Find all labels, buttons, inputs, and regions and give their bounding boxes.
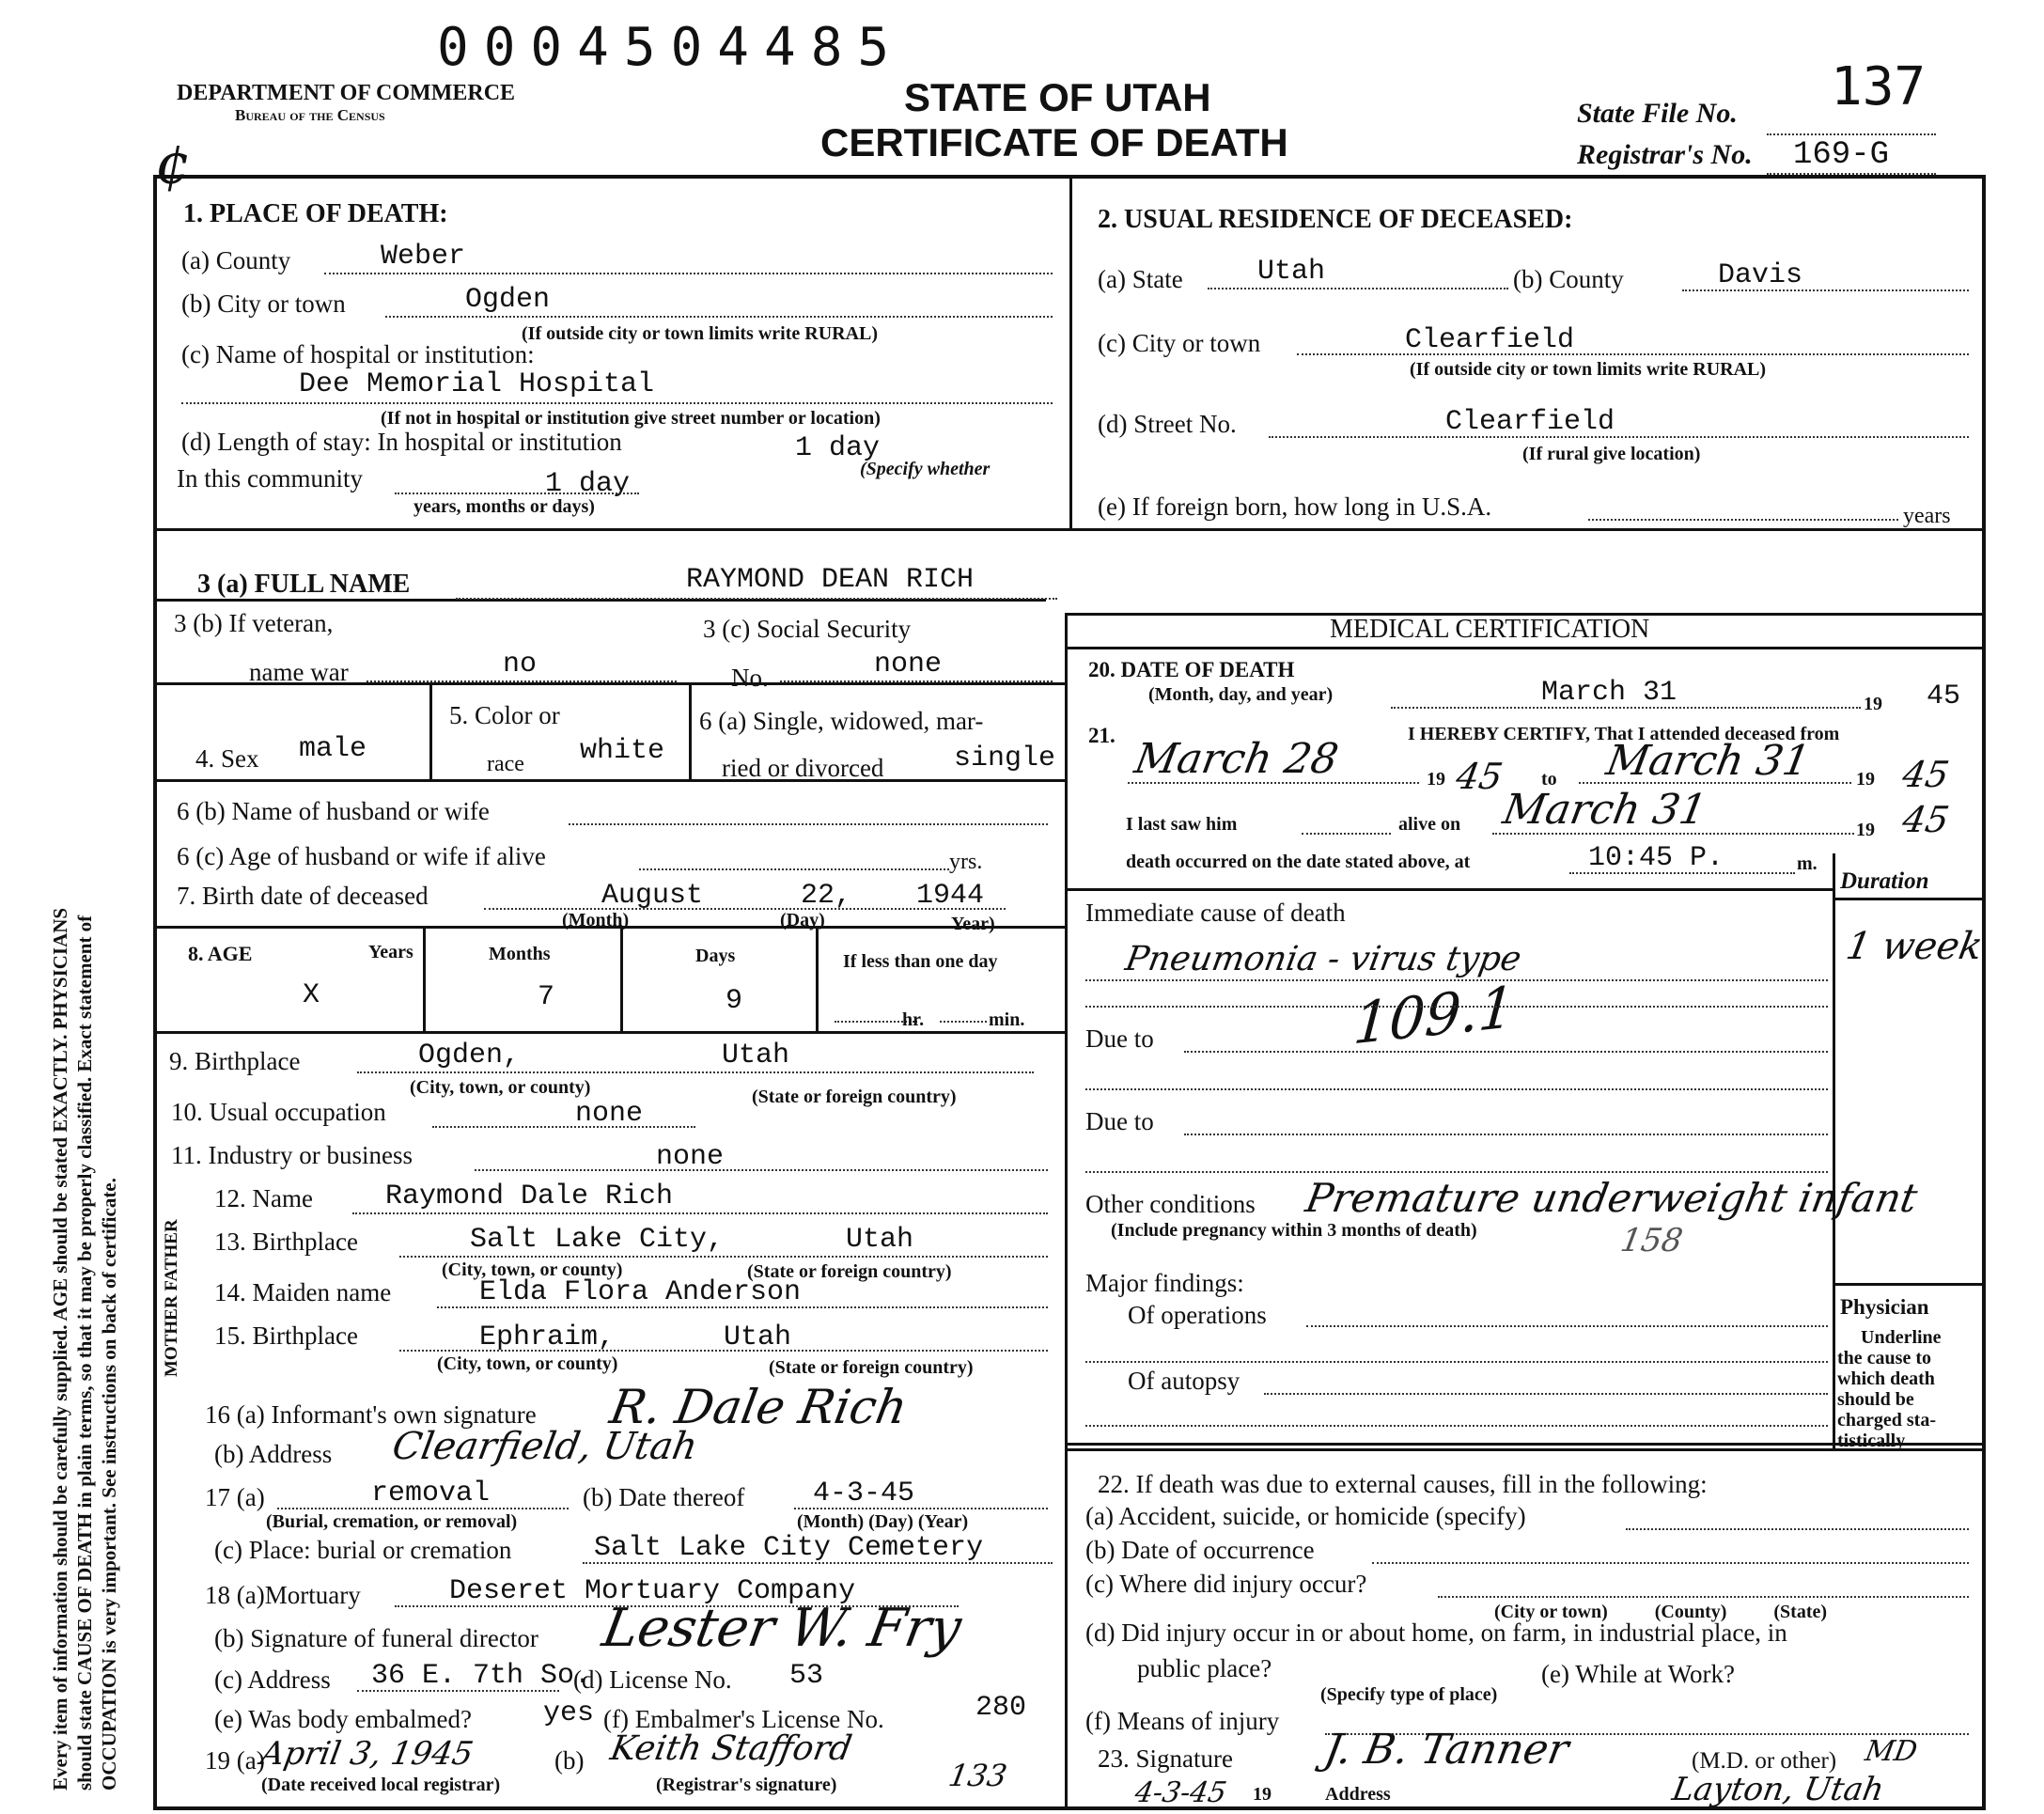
director-label: (b) Signature of funeral director bbox=[214, 1624, 538, 1652]
physician-title: Physician bbox=[1840, 1295, 1929, 1319]
death-date: March 31 bbox=[1541, 677, 1677, 709]
city-note: (If outside city or town limits write RURAL) bbox=[522, 323, 879, 344]
due-to-2: Due to bbox=[1085, 1107, 1154, 1135]
informant-signature: R. Dale Rich bbox=[605, 1380, 912, 1434]
signature-date: 4-3-45 bbox=[1131, 1776, 1229, 1809]
other-conditions: Premature underweight infant bbox=[1302, 1175, 1921, 1221]
race-label: race bbox=[487, 752, 524, 776]
margin-mark: ¢ bbox=[155, 132, 192, 197]
death-century: 19 bbox=[1864, 694, 1882, 714]
birth-day: 22, bbox=[801, 880, 852, 912]
physician-note-1: Underline bbox=[1861, 1327, 1942, 1348]
registrar-hint: (Registrar's signature) bbox=[656, 1775, 837, 1795]
cause-code: 109.1 bbox=[1350, 974, 1517, 1058]
community-value: 1 day bbox=[545, 468, 631, 500]
to-label: to bbox=[1541, 769, 1557, 790]
veteran-label: 3 (b) If veteran, bbox=[174, 609, 334, 637]
duration-label: Duration bbox=[1840, 868, 1929, 894]
date-thereof: 4-3-45 bbox=[813, 1478, 915, 1509]
due-to-1: Due to bbox=[1085, 1024, 1154, 1053]
mother-city-hint: (City, town, or county) bbox=[437, 1353, 618, 1374]
age-years-label: Years bbox=[368, 942, 413, 962]
death-city: Ogden bbox=[465, 284, 551, 316]
father-name: Raymond Dale Rich bbox=[385, 1181, 674, 1212]
place-label: (c) Place: burial or cremation bbox=[214, 1536, 512, 1564]
res-city: Clearfield bbox=[1405, 324, 1575, 356]
father-birthplace-label: 13. Birthplace bbox=[214, 1228, 358, 1256]
state-file-label: State File No. bbox=[1577, 98, 1738, 129]
other-code: 158 bbox=[1617, 1222, 1686, 1259]
stay-value: 1 day bbox=[795, 432, 881, 464]
min-label: min. bbox=[989, 1009, 1025, 1030]
spouse-age-label: 6 (c) Age of husband or wife if alive bbox=[177, 842, 546, 870]
birth-date-label: 7. Birth date of deceased bbox=[177, 882, 429, 910]
marital-label-1: 6 (a) Single, widowed, mar- bbox=[699, 707, 984, 735]
registrar-signature: Keith Stafford bbox=[607, 1729, 855, 1768]
ss-no-label: No. bbox=[731, 664, 769, 692]
other-label: Other conditions bbox=[1085, 1190, 1256, 1218]
external-c: (c) Where did injury occur? bbox=[1085, 1570, 1367, 1598]
external-a: (a) Accident, suicide, or homicide (specify) bbox=[1085, 1502, 1526, 1530]
attended-from: March 28 bbox=[1131, 735, 1342, 783]
age-label: 8. AGE bbox=[188, 942, 253, 965]
emb-license-value: 280 bbox=[975, 1692, 1027, 1724]
alive-label: alive on bbox=[1398, 814, 1461, 835]
physician-signature: J. B. Tanner bbox=[1320, 1726, 1572, 1774]
full-name-label: 3 (a) FULL NAME bbox=[197, 570, 411, 599]
mother-name-label: 14. Maiden name bbox=[214, 1278, 392, 1306]
marital-value: single bbox=[954, 743, 1056, 774]
occupation-label: 10. Usual occupation bbox=[171, 1098, 386, 1126]
burial-label: 17 (a) bbox=[205, 1483, 265, 1511]
embalmed-value: yes bbox=[543, 1697, 595, 1729]
signature-address: Layton, Utah bbox=[1669, 1771, 1887, 1808]
immediate-cause: Pneumonia - virus type bbox=[1122, 940, 1524, 978]
marital-label-2: ried or divorced bbox=[722, 754, 884, 782]
war-label: name war bbox=[249, 658, 349, 686]
director-signature: Lester W. Fry bbox=[598, 1598, 966, 1659]
state-file-value: 137 bbox=[1831, 56, 1927, 117]
place-value: Salt Lake City Cemetery bbox=[594, 1532, 984, 1564]
date-thereof-label: (b) Date thereof bbox=[583, 1483, 745, 1511]
mother-birth-state: Utah bbox=[724, 1321, 792, 1353]
external-d-hint: (Specify type of place) bbox=[1320, 1684, 1498, 1705]
major-findings-label: Major findings: bbox=[1085, 1269, 1244, 1297]
ss-label: 3 (c) Social Security bbox=[703, 615, 912, 643]
external-b: (b) Date of occurrence bbox=[1085, 1536, 1315, 1564]
external-e: (e) While at Work? bbox=[1541, 1660, 1735, 1688]
community-label: In this community bbox=[177, 464, 363, 493]
received-label: 19 (a) bbox=[205, 1746, 265, 1775]
external-d2: public place? bbox=[1137, 1654, 1272, 1682]
certify-number: 21. bbox=[1088, 724, 1116, 747]
physician-note-4: should be bbox=[1837, 1389, 1914, 1410]
last-century: 19 bbox=[1856, 820, 1875, 840]
color-label: 5. Color or bbox=[449, 701, 560, 729]
signature-address-label: Address bbox=[1325, 1784, 1391, 1805]
attended-to: March 31 bbox=[1602, 737, 1814, 785]
race-value: white bbox=[580, 735, 665, 767]
external-d1: (d) Did injury occur in or about home, on farm, in industrial place, in bbox=[1085, 1619, 1787, 1647]
age-days-label: Days bbox=[695, 946, 736, 966]
death-county: Weber bbox=[381, 241, 466, 273]
birth-year: 1944 bbox=[916, 880, 985, 912]
spouse-label: 6 (b) Name of husband or wife bbox=[177, 797, 490, 825]
community-note: years, months or days) bbox=[413, 496, 595, 517]
embalmed-label: (e) Was body embalmed? bbox=[214, 1705, 472, 1733]
father-birth-city: Salt Lake City, bbox=[470, 1224, 725, 1256]
age-days: 9 bbox=[726, 985, 743, 1017]
age-years: X bbox=[303, 979, 320, 1011]
informant-address-label: (b) Address bbox=[214, 1440, 333, 1468]
duration-value: 1 week bbox=[1842, 925, 1987, 968]
title-certificate: CERTIFICATE OF DEATH bbox=[820, 120, 1288, 164]
death-year: 45 bbox=[1927, 680, 1961, 712]
res-state: Utah bbox=[1257, 256, 1326, 288]
residence-heading: 2. USUAL RESIDENCE OF DECEASED: bbox=[1098, 205, 1573, 234]
birth-state: Utah bbox=[722, 1040, 790, 1071]
birthplace-label: 9. Birthplace bbox=[169, 1047, 301, 1075]
md-label: (M.D. or other) bbox=[1692, 1748, 1837, 1774]
external-c-hint: (City or town) (County) (State) bbox=[1494, 1602, 1828, 1622]
street-label: (d) Street No. bbox=[1098, 410, 1237, 438]
registrar-mark: 133 bbox=[945, 1758, 1010, 1793]
informant-address: Clearfield, Utah bbox=[388, 1425, 701, 1468]
mother-state-hint: (State or foreign country) bbox=[769, 1357, 974, 1378]
mother-name: Elda Flora Anderson bbox=[479, 1276, 802, 1308]
registrar-label: Registrar's No. bbox=[1577, 139, 1753, 170]
last-saw-label: I last saw him bbox=[1126, 814, 1238, 835]
father-city-hint: (City, town, or county) bbox=[442, 1259, 623, 1280]
physician-note-3: which death bbox=[1837, 1368, 1935, 1389]
hr-label: hr. bbox=[902, 1009, 925, 1030]
father-state-hint: (State or foreign country) bbox=[747, 1261, 952, 1282]
attended-from-year: 45 bbox=[1453, 756, 1506, 797]
birth-city: Ogden, bbox=[418, 1040, 521, 1071]
physician-note-5: charged sta- bbox=[1837, 1410, 1936, 1431]
foreign-label: (e) If foreign born, how long in U.S.A. bbox=[1098, 493, 1492, 521]
full-name: RAYMOND DEAN RICH bbox=[686, 564, 975, 596]
other-hint: (Include pregnancy within 3 months of death) bbox=[1111, 1220, 1477, 1241]
industry-label: 11. Industry or business bbox=[171, 1141, 413, 1169]
burial-value: removal bbox=[371, 1478, 491, 1509]
day-hint: (Day) bbox=[780, 910, 825, 930]
age-months-label: Months bbox=[489, 944, 551, 964]
hospital-note: (If not in hospital or institution give street number or location) bbox=[381, 408, 881, 429]
industry-value: none bbox=[656, 1141, 725, 1173]
registrar-sig-label: (b) bbox=[554, 1746, 585, 1775]
medical-heading: MEDICAL CERTIFICATION bbox=[1330, 615, 1650, 644]
burial-hint: (Burial, cremation, or removal) bbox=[266, 1511, 518, 1532]
occurred-label: death occurred on the date stated above, at bbox=[1126, 852, 1471, 872]
registrar-value: 169-G bbox=[1793, 137, 1890, 173]
hospital-name: Dee Memorial Hospital bbox=[299, 368, 655, 400]
occupation-value: none bbox=[575, 1098, 644, 1130]
certify-text: I HEREBY CERTIFY, That I attended deceased from bbox=[1408, 724, 1840, 744]
year-hint: Year) bbox=[951, 914, 995, 934]
sex-value: male bbox=[299, 733, 367, 765]
signature-label: 23. Signature bbox=[1098, 1744, 1233, 1773]
ss-value: none bbox=[874, 649, 943, 680]
side-note-line-1: Every item of information should be carefully supplied. AGE should be stated EXACTLY. PHYSICIANS bbox=[49, 907, 71, 1791]
birth-state-hint: (State or foreign country) bbox=[752, 1087, 957, 1107]
street-note: (If rural give location) bbox=[1522, 444, 1701, 464]
res-city-note: (If outside city or town limits write RURAL) bbox=[1410, 359, 1767, 380]
external-f: (f) Means of injury bbox=[1085, 1707, 1280, 1735]
yrs-label: yrs. bbox=[949, 850, 983, 874]
to-century: 19 bbox=[1856, 769, 1875, 790]
informant-label: 16 (a) Informant's own signature bbox=[205, 1400, 537, 1429]
years-label: years bbox=[1903, 504, 1951, 528]
death-time: 10:45 P. bbox=[1588, 842, 1724, 874]
res-city-label: (c) City or town bbox=[1098, 329, 1261, 357]
physician-note-6: tistically bbox=[1837, 1431, 1906, 1451]
m-label: m. bbox=[1797, 853, 1818, 874]
bureau-label: Bureau of the Census bbox=[235, 106, 385, 124]
hospital-label: (c) Name of hospital or institution: bbox=[181, 340, 535, 368]
age-months: 7 bbox=[538, 981, 555, 1013]
external-heading: 22. If death was due to external causes, fill in the following: bbox=[1098, 1470, 1708, 1498]
birth-city-hint: (City, town, or county) bbox=[410, 1077, 591, 1098]
month-hint: (Month) bbox=[562, 910, 630, 930]
death-date-hint: (Month, day, and year) bbox=[1148, 684, 1334, 705]
mort-address: 36 E. 7th So. bbox=[371, 1660, 592, 1692]
stay-label: (d) Length of stay: In hospital or institution bbox=[181, 428, 622, 456]
res-county-label: (b) County bbox=[1513, 265, 1624, 293]
license-value: 53 bbox=[789, 1660, 824, 1692]
immediate-label: Immediate cause of death bbox=[1085, 899, 1346, 927]
father-name-label: 12. Name bbox=[214, 1184, 313, 1212]
res-street: Clearfield bbox=[1445, 406, 1615, 438]
mortuary-label: 18 (a)Mortuary bbox=[205, 1581, 361, 1609]
res-county: Davis bbox=[1718, 259, 1803, 291]
md-value: MD bbox=[1862, 1735, 1920, 1768]
birth-month: August bbox=[601, 880, 704, 912]
signature-century: 19 bbox=[1253, 1784, 1272, 1805]
res-state-label: (a) State bbox=[1098, 265, 1183, 293]
emb-license-label: (f) Embalmer's License No. bbox=[603, 1705, 884, 1733]
sex-label: 4. Sex bbox=[195, 744, 259, 773]
county-label: (a) County bbox=[181, 246, 291, 274]
last-saw-year: 45 bbox=[1899, 799, 1953, 840]
department-label: DEPARTMENT OF COMMERCE bbox=[177, 81, 516, 105]
from-century: 19 bbox=[1427, 769, 1445, 790]
physician-note-2: the cause to bbox=[1837, 1348, 1931, 1368]
mortuary-value: Deseret Mortuary Company bbox=[449, 1575, 856, 1607]
lt-day-label: If less than one day bbox=[843, 951, 998, 972]
mort-address-label: (c) Address bbox=[214, 1665, 331, 1694]
license-label: (d) License No. bbox=[573, 1665, 732, 1694]
death-date-label: 20. DATE OF DEATH bbox=[1088, 658, 1295, 681]
received-date: April 3, 1945 bbox=[257, 1735, 476, 1773]
last-saw-date: March 31 bbox=[1499, 786, 1710, 834]
war-value: no bbox=[503, 649, 538, 680]
attended-to-year: 45 bbox=[1899, 754, 1953, 795]
autopsy-label: Of autopsy bbox=[1128, 1367, 1240, 1395]
side-note-line-2: should state CAUSE OF DEATH in plain terms, so that it may be properly classified. Exact statement of bbox=[73, 915, 96, 1791]
side-note-line-3: OCCUPATION is very important. See instructions on back of certificate. bbox=[98, 1178, 120, 1791]
mother-birth-city: Ephraim, bbox=[479, 1321, 616, 1353]
mother-birthplace-label: 15. Birthplace bbox=[214, 1321, 358, 1350]
father-birth-state: Utah bbox=[846, 1224, 914, 1256]
received-hint: (Date received local registrar) bbox=[261, 1775, 501, 1795]
date-hint: (Month) (Day) (Year) bbox=[797, 1511, 969, 1532]
specify-note: (Specify whether bbox=[860, 459, 991, 479]
operations-label: Of operations bbox=[1128, 1301, 1267, 1329]
mother-father-label: MOTHER FATHER bbox=[162, 1219, 181, 1377]
city-label: (b) City or town bbox=[181, 289, 346, 318]
place-of-death-heading: 1. PLACE OF DEATH: bbox=[183, 199, 448, 228]
certificate-serial: 0004504485 bbox=[437, 17, 905, 78]
title-state: STATE OF UTAH bbox=[904, 75, 1211, 119]
